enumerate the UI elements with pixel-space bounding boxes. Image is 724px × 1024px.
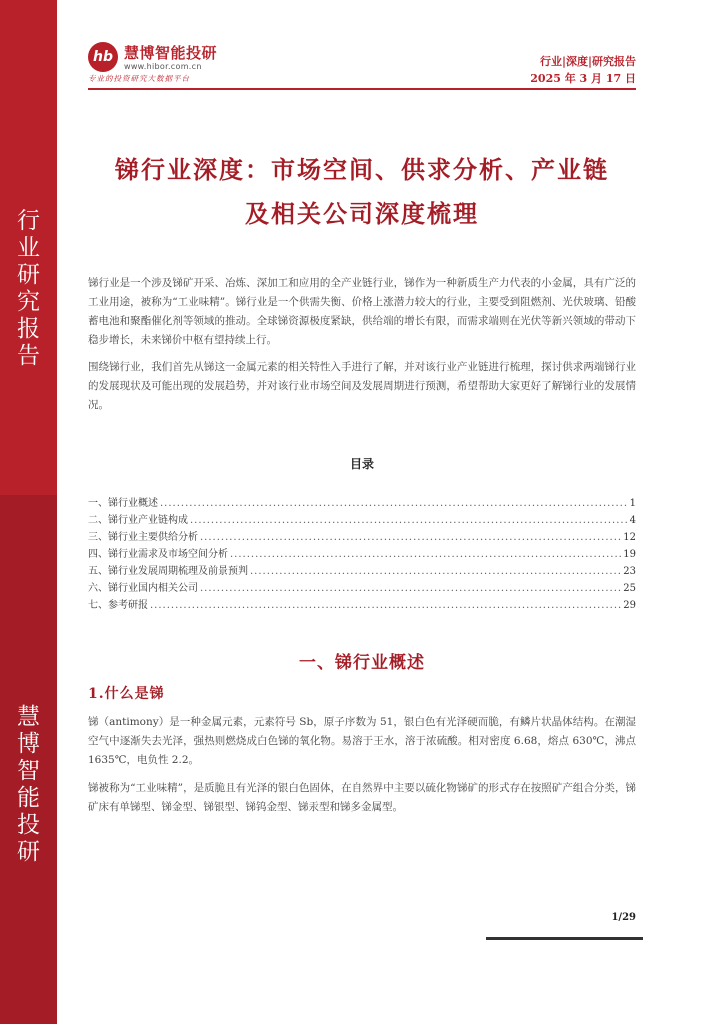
hibor-logo-icon: hb xyxy=(88,42,118,72)
toc-item-label: 五、锑行业发展周期梳理及前景预判 xyxy=(88,566,248,577)
body-paragraph-1: 锑（antimony）是一种金属元素，元素符号 Sb，原子序数为 51，银白色有光泽硬而脆，有鳞片状晶体结构。在潮湿空气中逐渐失去光泽，强热则燃烧成白色锑的氧化物。易溶于王水，溶于浓硫酸。相对密度 6.68，熔点 630℃，沸点 1635℃，电负性 2.2。 xyxy=(88,716,636,766)
toc-item-page: 25 xyxy=(623,583,636,594)
toc-item-page: 12 xyxy=(623,532,636,543)
toc-item-label: 一、锑行业概述 xyxy=(88,498,158,509)
toc-leader-dots xyxy=(150,600,621,611)
toc-item[interactable] xyxy=(88,511,636,528)
sidebar xyxy=(0,0,57,1024)
logo-url: www.hibor.com.cn xyxy=(124,62,202,71)
toc-item[interactable] xyxy=(88,596,636,613)
toc-item-page: 1 xyxy=(629,498,636,509)
report-title-line-1: 锑行业深度：市场空间、供求分析、产业链 xyxy=(115,155,609,184)
toc-item-page: 29 xyxy=(623,600,636,611)
toc-item-label: 二、锑行业产业链构成 xyxy=(88,515,188,526)
toc-leader-dots xyxy=(200,583,621,594)
toc-leader-dots xyxy=(250,566,621,577)
report-title xyxy=(88,148,636,236)
toc-item-label: 七、参考研报 xyxy=(88,600,148,611)
report-meta xyxy=(530,54,636,87)
toc-leader-dots xyxy=(230,549,621,560)
toc-leader-dots xyxy=(200,532,621,543)
toc-item-page: 4 xyxy=(629,515,636,526)
toc-item-label: 六、锑行业国内相关公司 xyxy=(88,583,198,594)
section-heading: 一、锑行业概述 xyxy=(299,653,425,673)
toc-item[interactable] xyxy=(88,494,636,511)
toc-heading: 目录 xyxy=(349,457,374,471)
brand-logo xyxy=(88,40,268,88)
toc-item[interactable] xyxy=(88,562,636,579)
header-divider xyxy=(88,88,636,90)
toc-item[interactable] xyxy=(88,579,636,596)
body-paragraph-2: 锑被称为“工业味精”，是质脆且有光泽的银白色固体，在自然界中主要以硫化物锑矿的形式存在按照矿产组合分类，锑矿床有单锑型、锑金型、锑银型、锑钨金型、锑汞型和锑多金属型。 xyxy=(88,782,636,813)
page-number: 1/29 xyxy=(611,912,636,923)
footer-divider xyxy=(486,937,643,940)
table-of-contents xyxy=(88,494,636,613)
intro-paragraph-1: 锑行业是一个涉及锑矿开采、冶炼、深加工和应用的全产业链行业，锑作为一种新质生产力代表的小金属，具有广泛的工业用途，被称为“工业味精”。锑行业是一个供需失衡、价格上涨潜力较大的行业，主要受到阻燃剂、光伏玻璃、铅酸蓄电池和聚酯催化剂等领域的推动。全球锑资源极度紧缺，供给端的增长有限，而需求端则在光伏等新兴领域的带动下稳步增长，未来锑价中枢有望持续上行。 xyxy=(88,277,636,346)
toc-item-page: 23 xyxy=(623,566,636,577)
report-date: 2025 年 3 月 17 日 xyxy=(530,72,636,85)
toc-item-page: 19 xyxy=(623,549,636,560)
logo-slogan: 专业的投资研究大数据平台 xyxy=(88,74,190,83)
sidebar-report-label: 行 业 研 究 报 告 xyxy=(17,208,40,369)
toc-item[interactable] xyxy=(88,545,636,562)
report-title-line-2: 及相关公司深度梳理 xyxy=(245,199,479,228)
toc-leader-dots xyxy=(190,515,628,526)
subsection-heading: 1.什么是锑 xyxy=(88,686,165,702)
logo-name: 慧博智能投研 xyxy=(124,44,218,62)
toc-leader-dots xyxy=(160,498,628,509)
sidebar-brand-label: 慧 博 智 能 投 研 xyxy=(17,704,40,865)
intro-paragraph-2: 围绕锑行业，我们首先从锑这一金属元素的相关特性入手进行了解，并对该行业产业链进行梳理，探讨供求两端锑行业的发展现状及可能出现的发展趋势，并对该行业市场空间及发展周期进行预测，希望帮助大家更好了解锑行业的发展情况。 xyxy=(88,361,636,411)
toc-item[interactable] xyxy=(88,528,636,545)
toc-item-label: 四、锑行业需求及市场空间分析 xyxy=(88,549,228,560)
report-type: 行业|深度|研究报告 xyxy=(539,55,636,68)
toc-item-label: 三、锑行业主要供给分析 xyxy=(88,532,198,543)
